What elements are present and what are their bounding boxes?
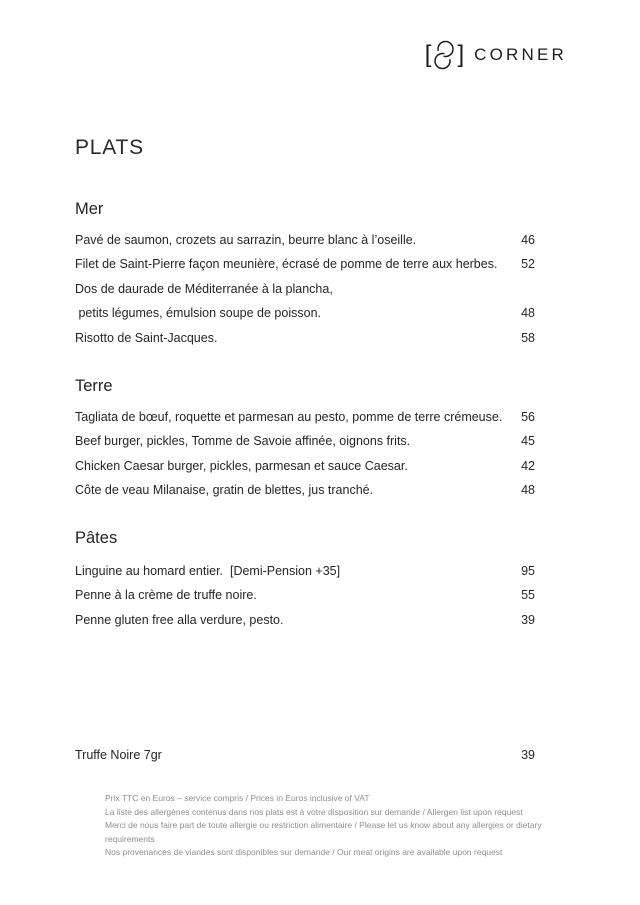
section-items-terre (75, 410, 535, 508)
section-items-pates (75, 564, 535, 637)
menu-item (75, 613, 535, 637)
menu-item (75, 588, 535, 612)
item-price: 58 (521, 330, 535, 345)
menu-item (75, 434, 535, 458)
item-price: 39 (521, 612, 535, 627)
item-name: Truffe Noire 7gr (75, 748, 162, 762)
item-price: 48 (521, 483, 535, 498)
footer-line-dietary: Merci de nous faire part de toute allergie ou restriction alimentaire / Please let us know about any allergies or dietary requirements (105, 820, 542, 844)
item-price: 42 (521, 458, 535, 473)
item-price: 56 (521, 410, 535, 424)
brand-s-icon (433, 40, 455, 70)
item-price: 45 (521, 434, 535, 449)
item-price: 48 (521, 306, 535, 321)
item-name: Penne à la crème de truffe noire. (75, 588, 257, 603)
item-name: Tagliata de bœuf, roquette et parmesan au pesto, pomme de terre crémeuse. (75, 410, 503, 424)
page-title: PLATS (75, 136, 144, 159)
legal-footer (105, 792, 567, 860)
menu-item (75, 459, 535, 483)
item-name: Côte de veau Milanaise, gratin de blettes, jus tranché. (75, 483, 374, 498)
item-price: 39 (521, 748, 535, 762)
item-name: Filet de Saint-Pierre façon meunière, écrasé de pomme de terre aux herbes. (75, 257, 498, 272)
item-name: Penne gluten free alla verdure, pesto. (75, 612, 284, 627)
footer-line-prices: Prix TTC en Euros – service compris / Prices in Euros inclusive of VAT (105, 793, 370, 803)
section-heading-terre: Terre (75, 377, 113, 395)
menu-item (75, 257, 535, 281)
menu-item (75, 331, 535, 355)
item-price: 46 (521, 233, 535, 247)
logo-right-bracket: ] (457, 41, 465, 68)
item-name: Pavé de saumon, crozets au sarrazin, beurre blanc à l’oseille. (75, 233, 417, 247)
section-items-mer (75, 233, 535, 355)
menu-item (75, 410, 535, 434)
logo-left-bracket: [ (424, 41, 432, 68)
item-price: 95 (521, 564, 535, 578)
logo-wordmark: CORNER (474, 45, 567, 64)
item-name: Beef burger, pickles, Tomme de Savoie affinée, oignons frits. (75, 434, 411, 449)
menu-item (75, 483, 535, 507)
menu-item (75, 564, 535, 588)
item-name: Dos de daurade de Méditerranée à la plancha, (75, 281, 333, 296)
item-name: petits légumes, émulsion soupe de poisson. (75, 306, 321, 321)
supplement-item (75, 748, 535, 762)
menu-item (75, 306, 535, 330)
section-heading-pates: Pâtes (75, 529, 118, 547)
item-name: Chicken Caesar burger, pickles, parmesan et sauce Caesar. (75, 458, 408, 473)
footer-line-meat-origin: Nos provenances de viandes sont disponibles sur demande / Our meat origins are available upon request (105, 847, 503, 857)
menu-item (75, 282, 535, 306)
menu-item (75, 233, 535, 257)
brand-logo (424, 39, 567, 71)
footer-line-allergens: La liste des allergènes contenus dans nos plats est à votre disposition sur demande / Allergen list upon request (105, 806, 523, 817)
item-name: Risotto de Saint-Jacques. (75, 330, 218, 345)
item-name: Linguine au homard entier. [Demi-Pension +35] (75, 564, 341, 578)
item-price: 52 (521, 257, 535, 272)
item-price: 55 (521, 588, 535, 603)
section-heading-mer: Mer (75, 200, 104, 218)
